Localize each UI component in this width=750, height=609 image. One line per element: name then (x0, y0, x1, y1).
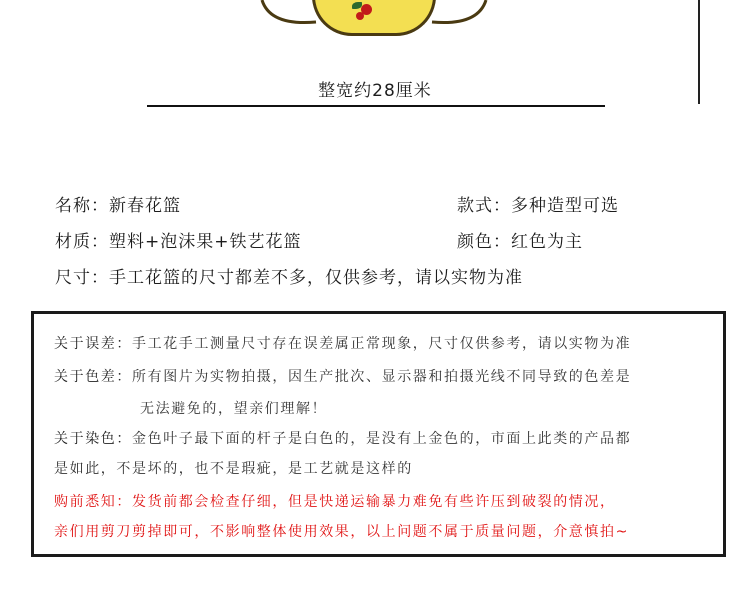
notice-colordiff-label: 关于色差： (54, 369, 132, 385)
notice-dye-text: 金色叶子最下面的杆子是白色的，是没有上金色的，市面上此类的产品都 (132, 431, 632, 447)
notice-colordiff-continued: 无法避免的，望亲们理解！ (140, 401, 328, 417)
notice-dye (54, 428, 631, 448)
spec-color-label: 颜色： (457, 232, 511, 252)
spec-color-value: 红色为主 (511, 232, 583, 252)
spec-material-value: 塑料+泡沫果+铁艺花篮 (109, 232, 302, 252)
spec-style (457, 191, 619, 216)
caption-underline (147, 105, 605, 107)
spec-style-value: 多种造型可选 (511, 196, 619, 216)
notice-box (31, 311, 726, 557)
notice-colordiff (54, 366, 631, 386)
notice-warning-2: 亲们用剪刀剪掉即可，不影响整体使用效果，以上问题不属于质量问题，介意慎拍~ (54, 524, 629, 540)
spec-material (55, 227, 302, 252)
spec-material-label: 材质： (55, 232, 109, 252)
notice-dye-label: 关于染色： (54, 431, 132, 447)
red-berry-icon (356, 12, 364, 20)
notice-dye-continued: 是如此，不是坏的，也不是瑕疵，是工艺就是这样的 (54, 461, 413, 477)
notice-warning-1: 购前悉知：发货前都会检查仔细，但是快递运输暴力难免有些许压到破裂的情况， (54, 494, 616, 510)
width-caption: 整宽约28厘米 (318, 81, 432, 101)
spec-name-label: 名称： (55, 196, 109, 216)
spec-color (457, 227, 583, 252)
spec-size-value: 手工花篮的尺寸都差不多，仅供参考，请以实物为准 (109, 268, 523, 288)
spec-name (55, 191, 181, 216)
spec-size-label: 尺寸： (55, 268, 109, 288)
image-border (698, 0, 700, 104)
notice-colordiff-text: 所有图片为实物拍摄，因生产批次、显示器和拍摄光线不同导致的色差是 (132, 369, 632, 385)
spec-style-label: 款式： (457, 196, 511, 216)
notice-error (54, 333, 631, 353)
spec-name-value: 新春花篮 (109, 196, 181, 216)
spec-size (55, 263, 523, 288)
notice-error-label: 关于误差： (54, 336, 132, 352)
notice-error-text: 手工花手工测量尺寸存在误差属正常现象，尺寸仅供参考，请以实物为准 (132, 336, 632, 352)
product-photo (0, 0, 750, 40)
